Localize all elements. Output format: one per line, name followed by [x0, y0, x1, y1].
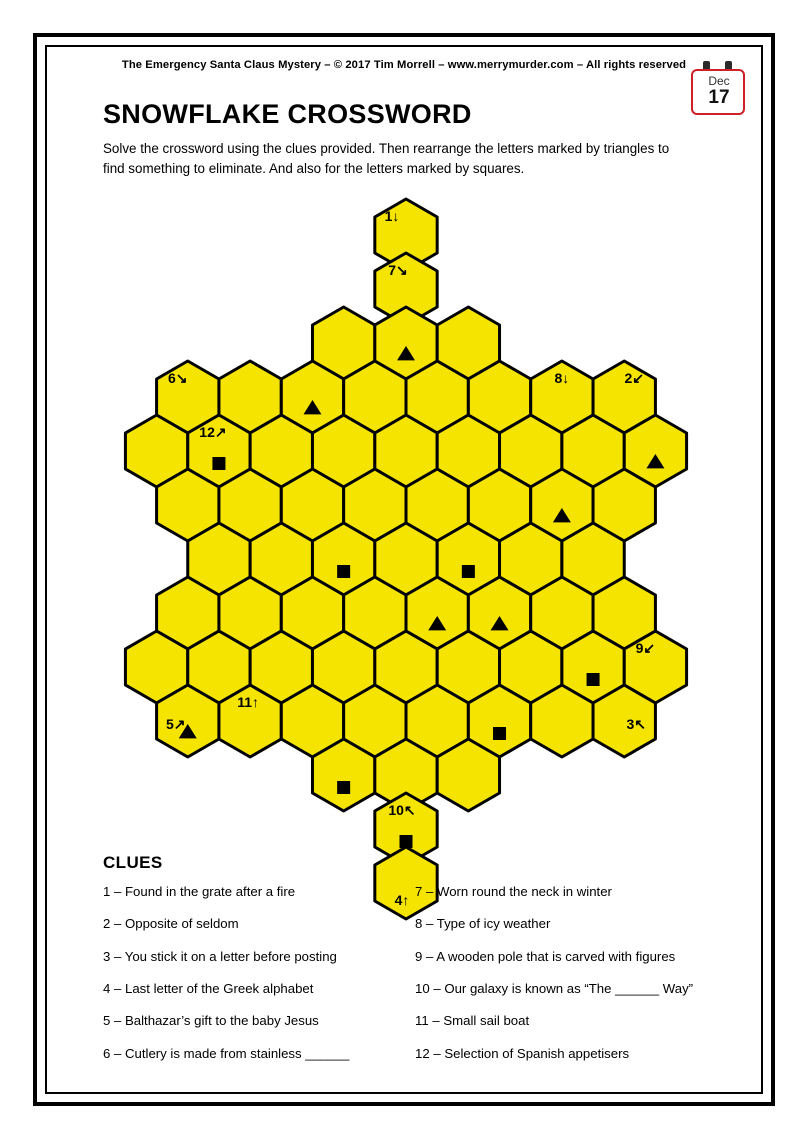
copyright-credit: The Emergency Santa Claus Mystery – © 2017 Tim Morrell – www.merrymurder.com – All rights reserved	[121, 59, 687, 71]
square-marker	[212, 457, 225, 470]
cell-number-label: 1↓	[384, 208, 400, 224]
calendar-day: 17	[708, 87, 730, 108]
cell-number-label: 6↘	[167, 370, 188, 386]
cell-number-label: 12↗	[199, 424, 227, 440]
page-inner-border	[45, 45, 763, 1094]
instructions-text: Solve the crossword using the clues provided. Then rearrange the letters marked by triangles to find something to eliminate. And also for the letters marked by squares.	[103, 141, 670, 177]
cell-number-label: 11↑	[237, 694, 260, 710]
clue-item: 1 – Found in the grate after a fire	[103, 884, 296, 899]
clue-item: 6 – Cutlery is made from stainless ______	[103, 1045, 350, 1061]
clue-item: 2 – Opposite of seldom	[103, 916, 239, 932]
clues-column-right	[415, 883, 715, 1077]
clues-column-left	[103, 883, 403, 1077]
square-marker	[337, 565, 350, 578]
clue-item: 9 – A wooden pole that is carved with figures	[415, 948, 676, 964]
page-outer-border	[33, 33, 775, 1106]
square-marker	[337, 781, 350, 794]
cell-number-label: 9↙	[635, 640, 656, 656]
cell-number-label: 4↑	[394, 892, 410, 908]
calendar-badge	[691, 61, 747, 115]
clue-item: 7 – Worn round the neck in winter	[415, 884, 612, 899]
square-marker	[462, 565, 475, 578]
clue-item: 10 – Our galaxy is known as “The ______ Way”	[415, 980, 694, 996]
clue-item: 5 – Balthazar’s gift to the baby Jesus	[103, 1013, 319, 1029]
square-marker	[587, 673, 600, 686]
clue-item: 4 – Last letter of the Greek alphabet	[103, 980, 314, 996]
cell-number-label: 3↖	[626, 716, 647, 732]
clue-item: 3 – You stick it on a letter before posting	[103, 948, 337, 964]
clue-item: 12 – Selection of Spanish appetisers	[415, 1045, 630, 1061]
square-marker	[400, 835, 413, 848]
cell-number-label: 7↘	[388, 262, 408, 278]
clue-item: 8 – Type of icy weather	[415, 916, 551, 932]
cell-number-label: 5↗	[165, 716, 186, 732]
cell-number-label: 8↓	[554, 370, 570, 386]
page-title: SNOWFLAKE CROSSWORD	[103, 99, 472, 129]
cell-number-label: 10↖	[388, 802, 416, 818]
square-marker	[493, 727, 506, 740]
cell-number-label: 2↙	[624, 370, 645, 386]
calendar-month: Dec	[708, 74, 730, 88]
clue-item: 11 – Small sail boat	[415, 1013, 530, 1029]
clues-heading: CLUES	[103, 853, 163, 872]
